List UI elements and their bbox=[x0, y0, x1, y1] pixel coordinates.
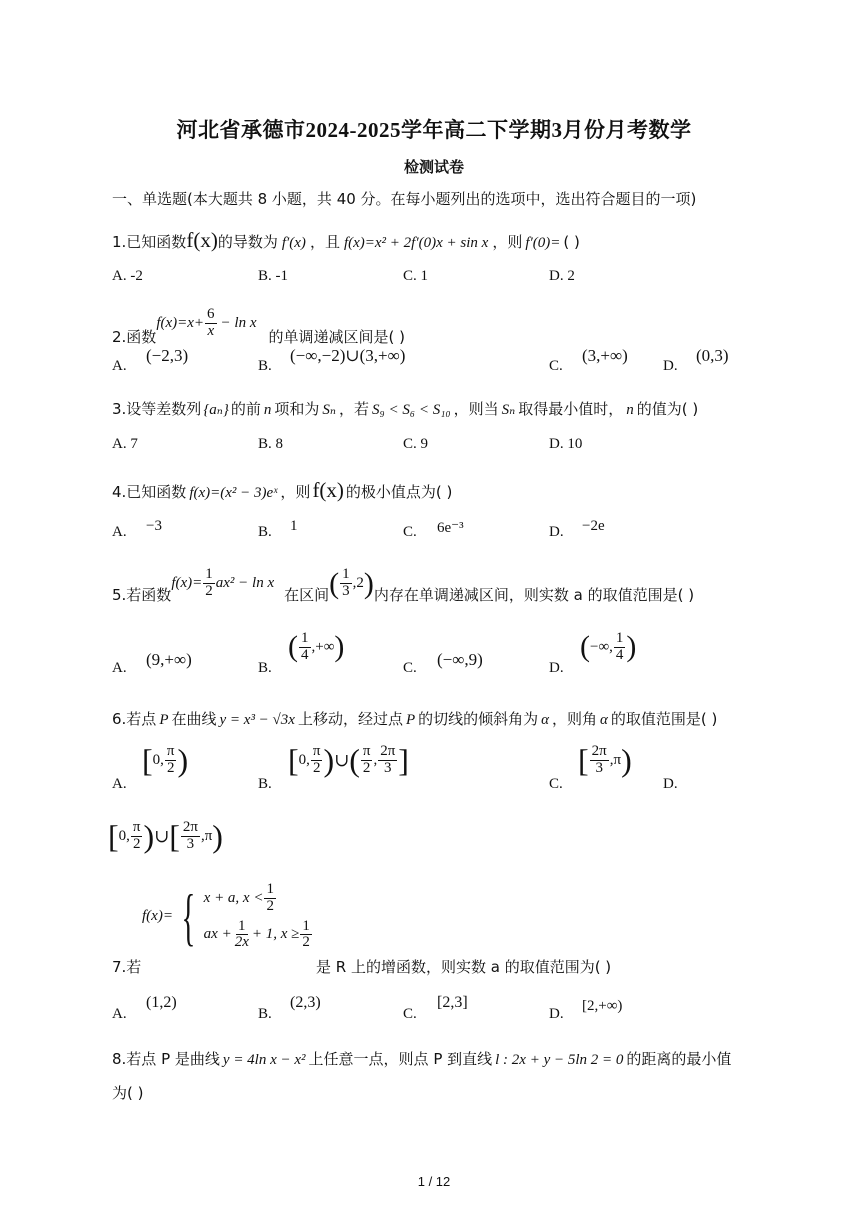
q7-brace-glyph: { bbox=[181, 880, 196, 952]
q6-d-pi: π bbox=[204, 828, 213, 844]
q6-option-a-label: A. bbox=[112, 776, 127, 792]
q2-option-d: (0,3) bbox=[696, 346, 729, 365]
q3-text6: 取得最小值时， bbox=[518, 400, 624, 418]
q6-d-close2: ) bbox=[212, 818, 223, 854]
q6-b-frac1 bbox=[311, 744, 323, 777]
question-7-label: 7.若 bbox=[112, 958, 142, 976]
q6-d-open1: [ bbox=[108, 818, 119, 854]
q4-option-d-label: D. bbox=[549, 524, 564, 540]
q1-option-b: B. -1 bbox=[258, 268, 288, 284]
q5-lhs: f(x)= bbox=[171, 575, 203, 591]
q5-option-a-label: A. bbox=[112, 660, 127, 676]
q6-option-c-label: C. bbox=[549, 776, 563, 792]
q5-option-b bbox=[288, 630, 344, 664]
q2-option-d-label: D. bbox=[663, 358, 678, 374]
q4-text: 4.已知函数 bbox=[112, 483, 187, 501]
q5-b-close: ) bbox=[334, 630, 345, 663]
q6-a-close: ) bbox=[177, 742, 189, 778]
q6-a-den: 2 bbox=[166, 760, 175, 776]
q7-case1-text: x + a, x < bbox=[203, 889, 264, 906]
q2-text: 2.函数 bbox=[112, 328, 157, 346]
q6-p: P bbox=[159, 712, 169, 728]
q6-a-open: [ bbox=[142, 742, 153, 778]
q7-option-c: [2,3] bbox=[437, 994, 468, 1011]
q6-a-num: π bbox=[166, 743, 175, 760]
q6-b-open2: ( bbox=[349, 742, 360, 778]
q6-b-frac3 bbox=[378, 744, 397, 777]
q7-piecewise bbox=[142, 882, 313, 951]
q3-text7: 的值为( ) bbox=[636, 400, 699, 418]
q6-b-den1: 2 bbox=[312, 760, 321, 776]
q1-derivative: f′(x) bbox=[281, 235, 306, 251]
q3-sn-2: Sₙ bbox=[501, 402, 516, 418]
q1-f: f bbox=[186, 228, 194, 252]
q5-b-frac bbox=[299, 631, 311, 664]
q2-option-c: (3,+∞) bbox=[582, 346, 628, 365]
q1-text: 1.已知函数 bbox=[112, 233, 187, 251]
q6-a-zero: 0, bbox=[152, 752, 164, 768]
q3-option-a: A. 7 bbox=[112, 436, 138, 452]
q8-text2: 上任意一点，则点 P 到直线 bbox=[308, 1050, 493, 1068]
q6-text5: ，则角 bbox=[552, 710, 598, 728]
q6-b-open1: [ bbox=[288, 742, 299, 778]
q5-d-num: 1 bbox=[615, 629, 624, 646]
q6-curve: y = x³ − √3x bbox=[219, 712, 295, 728]
q7-case-1 bbox=[204, 882, 313, 915]
q4-option-c: 6e⁻³ bbox=[437, 520, 464, 536]
question-1 bbox=[112, 228, 580, 253]
q6-text6: 的取值范围是( ) bbox=[610, 710, 718, 728]
q6-text4: 的切线的倾斜角为 bbox=[418, 710, 539, 728]
q5-interval-fraction bbox=[340, 567, 352, 600]
q1-text4: ，则 bbox=[492, 233, 523, 251]
q7-option-d-label: D. bbox=[549, 1006, 564, 1022]
q5-d-open: ( bbox=[580, 630, 590, 663]
question-3 bbox=[112, 398, 698, 419]
q6-b-union: ∪ bbox=[334, 750, 350, 770]
q6-c-num: 2π bbox=[591, 743, 607, 760]
q6-option-c bbox=[578, 742, 632, 779]
q6-b-den2: 2 bbox=[362, 760, 371, 776]
q1-equation: f(x)=x² + 2f′(0)x + sin x bbox=[343, 235, 489, 251]
q6-d-frac1 bbox=[131, 820, 143, 853]
q7-option-d: [2,+∞) bbox=[582, 998, 623, 1014]
q5-d-pre: −∞, bbox=[590, 638, 613, 655]
q6-d-open2: [ bbox=[169, 818, 180, 854]
q6-alpha: α bbox=[541, 712, 550, 728]
q1-fx: f(x) bbox=[186, 228, 218, 252]
q7-case2-frac2 bbox=[300, 919, 312, 952]
q6-c-pi: π bbox=[613, 752, 622, 768]
q2-text2: 的单调递减区间是( ) bbox=[268, 328, 405, 346]
question-5 bbox=[112, 562, 694, 605]
q3-sn: Sₙ bbox=[322, 402, 337, 418]
q7-option-a-label: A. bbox=[112, 1006, 127, 1022]
q8-text: 8.若点 P 是曲线 bbox=[112, 1050, 220, 1068]
q1-x: x bbox=[200, 228, 211, 252]
q4-text3: 的极小值点为( ) bbox=[345, 483, 453, 501]
q6-b-zero: 0, bbox=[298, 752, 310, 768]
q5-b-num: 1 bbox=[301, 629, 309, 646]
q5-b-open: ( bbox=[288, 630, 298, 663]
page-title: 河北省承德市2024-2025学年高二下学期3月份月考数学 bbox=[176, 118, 692, 142]
q7-c2-num2: 1 bbox=[302, 917, 310, 934]
q3-option-c: C. 9 bbox=[403, 436, 429, 452]
q7-brace bbox=[173, 880, 204, 952]
q4-option-b: 1 bbox=[290, 518, 298, 534]
q6-option-d-label: D. bbox=[663, 776, 678, 792]
q7-option-b: (2,3) bbox=[290, 994, 321, 1011]
q3-text2: 的前 bbox=[230, 400, 261, 418]
q6-option-a bbox=[142, 742, 188, 779]
q6-text: 6.若点 bbox=[112, 710, 157, 728]
q6-text3: 上移动，经过点 bbox=[297, 710, 403, 728]
q3-text5: ，则当 bbox=[453, 400, 499, 418]
q8-curve: y = 4ln x − x² bbox=[222, 1052, 306, 1068]
q6-b-close2: ] bbox=[398, 742, 409, 778]
q5-b-den: 4 bbox=[301, 646, 309, 663]
q5-fraction bbox=[203, 567, 215, 600]
q5-option-c: (−∞,9) bbox=[437, 650, 483, 669]
q6-d-den2: 3 bbox=[186, 836, 195, 852]
q7-case2-a: ax + bbox=[203, 926, 232, 943]
q6-c-close: ) bbox=[621, 742, 632, 778]
q3-sequence: {aₙ} bbox=[203, 402, 229, 418]
q1-option-d: D. 2 bbox=[549, 268, 575, 284]
q5-option-b-label: B. bbox=[258, 660, 272, 676]
q7-c1-num: 1 bbox=[266, 881, 274, 897]
q6-option-b bbox=[288, 742, 409, 779]
q5-frac-den: 2 bbox=[205, 583, 213, 599]
q2-rhs: − ln x bbox=[220, 315, 257, 331]
q5-text3: 内存在单调递减区间，则实数 a 的取值范围是( ) bbox=[373, 586, 695, 604]
q5-paren-open: ( bbox=[329, 566, 340, 600]
q5-frac-num: 1 bbox=[205, 566, 213, 583]
q5-option-a: (9,+∞) bbox=[146, 650, 192, 669]
q5-option-c-label: C. bbox=[403, 660, 417, 676]
q4-equation: f(x)=(x² − 3)eˣ bbox=[189, 485, 278, 501]
q7-case1-frac bbox=[264, 882, 276, 915]
q6-alpha-2: α bbox=[600, 712, 608, 728]
section-heading: 一、单选题(本大题共 8 小题，共 40 分。在每小题列出的选项中，选出符合题目的一项) bbox=[112, 190, 697, 208]
q8-line: l : 2x + y − 5ln 2 = 0 bbox=[495, 1052, 624, 1068]
q6-d-den1: 2 bbox=[132, 836, 141, 852]
q2-option-a-label: A. bbox=[112, 358, 127, 374]
q3-text: 3.设等差数列 bbox=[112, 400, 202, 418]
q4-option-b-label: B. bbox=[258, 524, 272, 540]
q6-d-zero: 0, bbox=[118, 828, 130, 844]
question-4 bbox=[112, 478, 452, 503]
q3-option-d: D. 10 bbox=[549, 436, 583, 452]
q5-text2: 在区间 bbox=[284, 586, 330, 604]
q2-lhs: f(x)=x+ bbox=[156, 315, 205, 331]
q5-b-rest: ,+∞ bbox=[311, 638, 335, 655]
q2-option-a: (−2,3) bbox=[146, 346, 189, 365]
q4-option-a-label: A. bbox=[112, 524, 127, 540]
q5-rhs: ax² − ln x bbox=[215, 575, 275, 591]
q6-b-num2: π bbox=[362, 743, 371, 760]
q7-option-c-label: C. bbox=[403, 1006, 417, 1022]
q3-text3: 项和为 bbox=[274, 400, 320, 418]
q6-d-frac2 bbox=[181, 820, 200, 853]
q6-d-num1: π bbox=[132, 819, 141, 836]
q6-d-close1: ) bbox=[143, 818, 155, 854]
q6-b-num1: π bbox=[312, 743, 321, 760]
q7-case-2 bbox=[204, 919, 313, 952]
q6-d-num2: 2π bbox=[182, 819, 198, 836]
q8-text3: 的距离的最小值 bbox=[626, 1050, 732, 1068]
q7-c2-num: 1 bbox=[238, 917, 246, 934]
q3-n: n bbox=[263, 402, 272, 418]
q4-text2: ，则 bbox=[280, 483, 311, 501]
q5-int-num: 1 bbox=[342, 566, 350, 583]
q5-int-den: 3 bbox=[342, 583, 350, 599]
q7-case2-frac bbox=[233, 919, 251, 952]
q3-n-2: n bbox=[626, 402, 634, 418]
q7-case2-b: + 1, x ≥ bbox=[251, 926, 300, 943]
q5-text: 5.若函数 bbox=[112, 586, 172, 604]
q6-option-d bbox=[108, 818, 223, 855]
q6-c-open: [ bbox=[578, 742, 589, 778]
q6-option-b-label: B. bbox=[258, 776, 272, 792]
page-number: 1 / 12 bbox=[417, 1174, 451, 1189]
q7-c1-den: 2 bbox=[266, 897, 274, 914]
q5-interval-rest: ,2 bbox=[352, 575, 364, 591]
q6-a-frac bbox=[165, 744, 177, 777]
question-8-cont: 为( ) bbox=[112, 1084, 144, 1102]
q2-frac-num: 6 bbox=[207, 306, 215, 323]
q6-b-frac2 bbox=[361, 744, 373, 777]
q4-option-d: −2e bbox=[582, 518, 605, 534]
q1-ask: f′(0)= bbox=[525, 235, 561, 251]
question-7-text: 是 R 上的增函数，则实数 a 的取值范围为( ) bbox=[316, 958, 612, 976]
q3-option-b: B. 8 bbox=[258, 436, 284, 452]
q2-frac-den: x bbox=[207, 323, 215, 339]
q2-fraction bbox=[205, 307, 217, 340]
q3-text4: ，若 bbox=[339, 400, 370, 418]
question-2 bbox=[112, 300, 405, 347]
q6-c-den: 3 bbox=[595, 760, 603, 776]
q2-option-b: (−∞,−2)∪(3,+∞) bbox=[290, 346, 406, 365]
q6-b-num3: 2π bbox=[380, 743, 396, 760]
q7-option-a: (1,2) bbox=[146, 994, 177, 1011]
q1-text2: 的导数为 bbox=[217, 233, 278, 251]
q5-d-close: ) bbox=[626, 630, 637, 663]
q5-d-den: 4 bbox=[615, 646, 624, 663]
q2-option-c-label: C. bbox=[549, 358, 563, 374]
q7-c2-den2: 2 bbox=[302, 934, 310, 951]
q5-option-d bbox=[580, 630, 636, 664]
q7-c2-den: 2x bbox=[234, 934, 249, 951]
q1-text5: ( ) bbox=[563, 233, 580, 251]
q6-text2: 在曲线 bbox=[171, 710, 217, 728]
q4-fx: f(x) bbox=[312, 478, 344, 502]
q1-text3: ，且 bbox=[309, 233, 340, 251]
question-6 bbox=[112, 708, 717, 729]
q6-b-close1: ) bbox=[323, 742, 335, 778]
q4-option-c-label: C. bbox=[403, 524, 417, 540]
q4-option-a: −3 bbox=[146, 518, 162, 534]
q6-b-den3: 3 bbox=[384, 760, 392, 776]
q6-b-comma: , bbox=[373, 752, 378, 768]
q6-p-2: P bbox=[405, 712, 416, 728]
q5-option-d-label: D. bbox=[549, 660, 564, 676]
q7-lhs: f(x)= bbox=[142, 908, 173, 924]
q2-option-b-label: B. bbox=[258, 358, 272, 374]
q6-c-frac bbox=[590, 744, 609, 777]
question-8 bbox=[112, 1048, 731, 1069]
q1-option-a: A. -2 bbox=[112, 268, 143, 284]
q3-condition: S₉ < S₆ < S₁₀ bbox=[372, 402, 451, 418]
q7-option-b-label: B. bbox=[258, 1006, 272, 1022]
q5-paren-close: ) bbox=[363, 566, 374, 600]
q7-cases bbox=[204, 882, 313, 951]
q6-d-comma: , bbox=[200, 828, 205, 844]
page-subtitle: 检测试卷 bbox=[403, 160, 464, 176]
q1-option-c: C. 1 bbox=[403, 268, 429, 284]
q6-c-comma: , bbox=[609, 752, 614, 768]
q5-d-frac bbox=[614, 631, 626, 664]
q6-d-union: ∪ bbox=[154, 826, 170, 846]
